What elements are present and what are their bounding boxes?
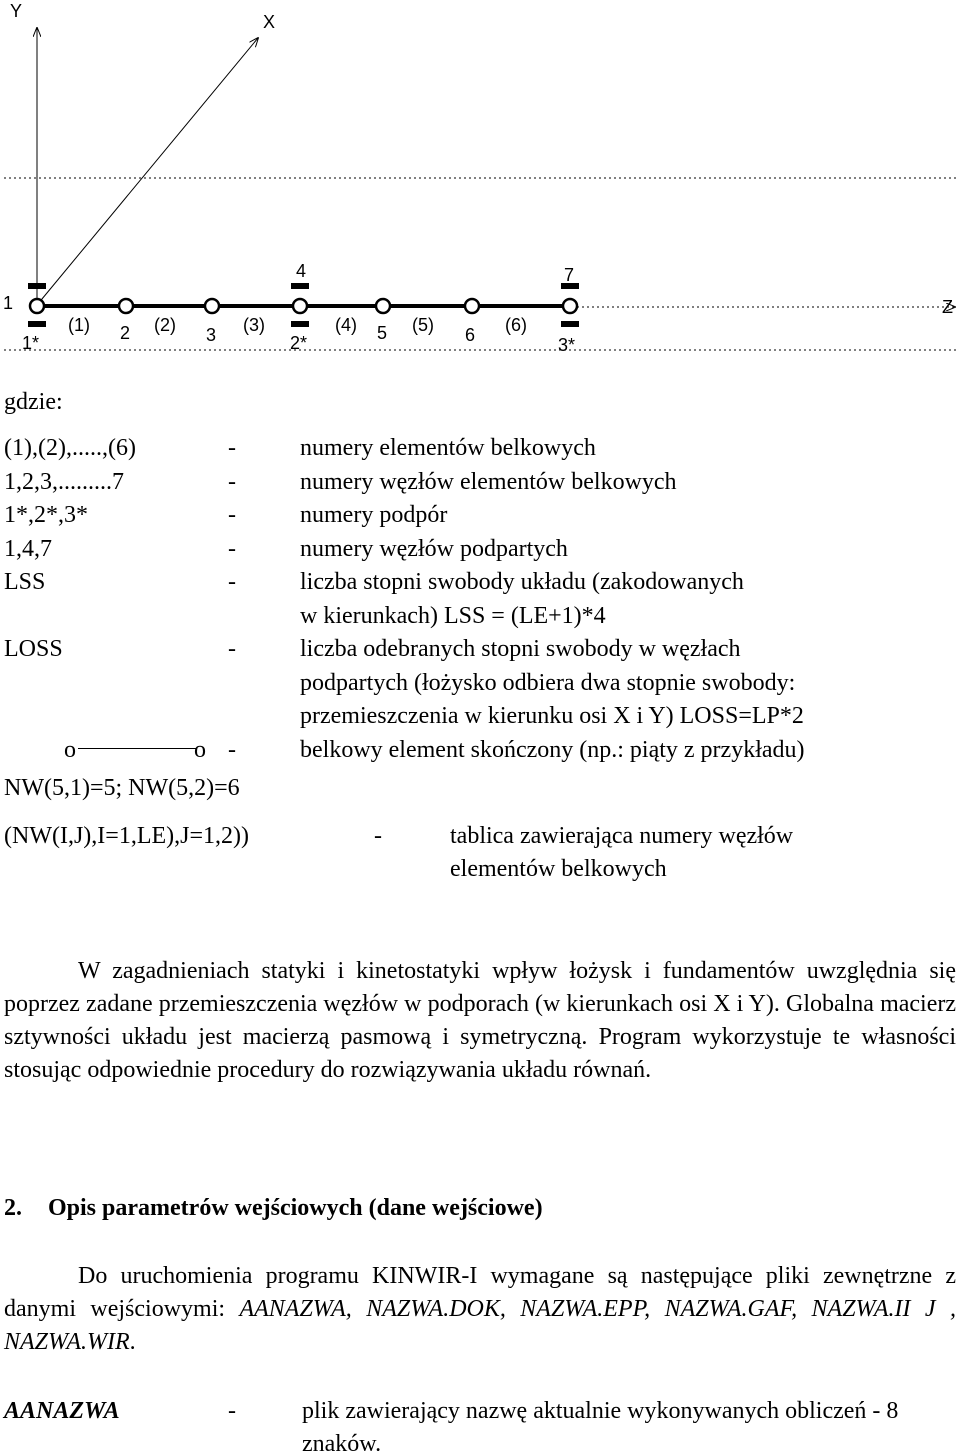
node-label: 7	[564, 265, 575, 285]
legend-description: liczba stopni swobody układu (zakodowanych	[300, 569, 744, 595]
node-5	[376, 299, 390, 313]
axis-label-y: Y	[10, 1, 23, 21]
element-label: (6)	[505, 315, 527, 335]
legend-term: LSS	[4, 569, 46, 595]
legend-dash: -	[228, 736, 236, 763]
node-label: 3	[206, 325, 217, 345]
legend-description: belkowy element skończony (np.: piąty z przykładu)	[300, 736, 805, 763]
table-term: (NW(I,J),I=1,LE),J=1,2))	[4, 823, 249, 849]
element-label: (2)	[154, 315, 176, 335]
node-6	[465, 299, 479, 313]
table-definition	[4, 820, 954, 890]
legend-row	[4, 700, 954, 734]
x-axis-line	[37, 38, 258, 305]
legend-description: w kierunkach) LSS = (LE+1)*4	[300, 602, 606, 629]
legend-dash: -	[228, 468, 236, 495]
node-1	[30, 299, 44, 313]
section-number: 2.	[4, 1195, 22, 1221]
legend-row	[4, 432, 954, 466]
legend-description: numery węzłów podpartych	[300, 535, 568, 562]
legend-dash: -	[228, 435, 236, 461]
beam-symbol-line	[78, 748, 196, 750]
legend-dash: -	[228, 535, 236, 562]
beam-symbol-node-left: o	[64, 736, 76, 763]
section-heading	[4, 1192, 543, 1225]
node-label: 4	[296, 261, 307, 281]
legend-dash: -	[228, 502, 236, 528]
legend-term: 1,2,3,.........7	[4, 468, 124, 495]
legend-term: (1),(2),.....,(6)	[4, 435, 136, 461]
file-term: AANAZWA	[4, 1398, 120, 1424]
element-label: (1)	[68, 315, 90, 335]
beam-element-symbol	[64, 734, 214, 767]
paragraph-input-files	[4, 1260, 956, 1359]
file-description: plik zawierający nazwę aktualnie wykonywanych obliczeń - 8 znaków.	[302, 1398, 899, 1456]
node-label: 5	[377, 323, 388, 343]
node-label: 6	[465, 325, 476, 345]
element-label: (4)	[335, 315, 357, 335]
legend-row	[4, 600, 954, 634]
beam-symbol-node-right: o	[194, 736, 206, 763]
legend-dash: -	[228, 569, 236, 595]
table-description	[450, 820, 930, 886]
legend-row	[4, 566, 954, 600]
table-description-line: elementów belkowych	[450, 856, 667, 882]
node-3	[205, 299, 219, 313]
legend-description: liczba odebranych stopni swobody w węzłach	[300, 636, 741, 662]
legend-row	[4, 667, 954, 701]
node-label: 2	[120, 323, 131, 343]
legend-term: 1,4,7	[4, 535, 52, 562]
file-definition	[4, 1395, 954, 1456]
file-dash: -	[228, 1398, 236, 1424]
legend-row	[4, 633, 954, 667]
legend-term: LOSS	[4, 636, 63, 662]
section-title: Opis parametrów wejściowych (dane wejściowe)	[48, 1195, 543, 1221]
paragraph-bearings-text: W zagadnieniach statyki i kinetostatyki wpływ łożysk i fundamentów uwzględnia się poprzez zadane przemieszczenia węzłów w podporach (w kierunkach osi X i Y). Globalna macierz sztywności układu jest macierzą pasmową i symetryczną. Program wykorzystuje te własności stosując odpowiednie procedury do rozwiązywania układu równań.	[4, 958, 956, 1083]
input-file-list: AANAZWA, NAZWA.DOK, NAZWA.EPP, NAZWA.GAF, NAZWA.II J , NAZWA.WIR	[4, 1296, 956, 1355]
beam-symbol-row	[4, 734, 954, 768]
beam-diagram	[0, 0, 960, 370]
legend-description: numery podpór	[300, 502, 448, 528]
legend-description: podpartych (łożysko odbiera dwa stopnie swobody:	[300, 669, 796, 696]
table-description-line: tablica zawierająca numery węzłów	[450, 823, 794, 849]
node-4	[293, 299, 307, 313]
nw-example-line: NW(5,1)=5; NW(5,2)=6	[4, 775, 240, 801]
axis-label-x: X	[263, 12, 276, 32]
gdzie-label: gdzie:	[4, 389, 63, 415]
support-label: 1*	[22, 333, 40, 353]
axis-label-z: Z	[942, 297, 953, 317]
paragraph-input-files-end: .	[129, 1329, 136, 1355]
element-label: (5)	[412, 315, 434, 335]
legend-description: numery elementów belkowych	[300, 435, 596, 461]
paragraph-input-files-text: Do uruchomienia programu KINWIR-I wymagane są następujące pliki zewnętrzne z danymi wejściowymi:	[4, 1263, 956, 1322]
legend-row	[4, 466, 954, 500]
symbol-legend	[4, 432, 954, 767]
support-label: 3*	[558, 335, 576, 355]
node-7	[563, 299, 577, 313]
node-label: 1	[3, 293, 14, 313]
paragraph-bearings	[4, 955, 956, 1087]
node-2	[119, 299, 133, 313]
table-dash: -	[374, 823, 382, 849]
legend-row	[4, 533, 954, 567]
legend-row	[4, 499, 954, 533]
legend-term: 1*,2*,3*	[4, 502, 88, 528]
legend-dash: -	[228, 636, 236, 662]
support-label: 2*	[290, 333, 308, 353]
element-label: (3)	[243, 315, 265, 335]
legend-description: przemieszczenia w kierunku osi X i Y) LOSS=LP*2	[300, 703, 804, 729]
legend-description: numery węzłów elementów belkowych	[300, 468, 677, 495]
